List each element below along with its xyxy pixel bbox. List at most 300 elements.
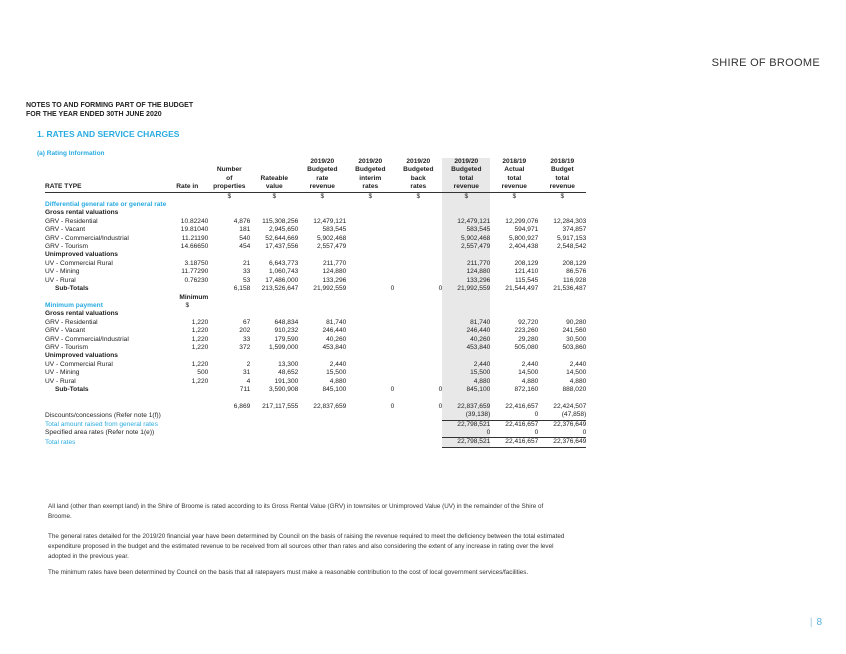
row-value: 2,440 xyxy=(569,360,587,368)
units-row xyxy=(45,192,586,201)
row-heading: Unimproved valuations xyxy=(45,352,118,360)
row-value: 53 xyxy=(242,276,251,284)
column-header: Actual xyxy=(504,166,525,174)
empty-cell xyxy=(394,310,442,318)
row-value: 0 xyxy=(442,429,490,438)
row-value: 583,545 xyxy=(322,226,347,234)
row-value: 6,643,773 xyxy=(268,259,299,267)
row-value xyxy=(394,327,442,335)
row-value: 15,500 xyxy=(326,369,347,377)
row-value: 21,544,497 xyxy=(505,285,539,293)
row-value: 133,296 xyxy=(322,276,347,284)
row-value: 5,800,927 xyxy=(508,234,539,242)
empty-cell xyxy=(442,302,490,310)
empty-cell xyxy=(208,352,250,360)
empty-cell xyxy=(298,310,346,318)
row-value: 191,300 xyxy=(274,377,299,385)
row-value xyxy=(346,319,394,327)
row-value: 0 xyxy=(438,385,443,393)
column-header: 2019/20 xyxy=(442,158,490,166)
empty-cell xyxy=(166,251,208,259)
row-value xyxy=(346,260,394,268)
row-value: 453,840 xyxy=(322,343,347,351)
row-value xyxy=(394,438,442,447)
row-value: 213,526,647 xyxy=(261,285,299,293)
organisation-name: SHIRE OF BROOME xyxy=(711,57,820,69)
row-value: 14.66650 xyxy=(180,243,209,251)
row-label: Sub-Totals xyxy=(55,385,89,393)
row-value: 845,100 xyxy=(322,385,347,393)
empty-cell xyxy=(298,352,346,360)
column-header: Number xyxy=(216,166,242,174)
row-value: 21 xyxy=(242,259,251,267)
column-header xyxy=(166,175,208,183)
empty-cell xyxy=(208,201,250,209)
row-label: GRV - Residential xyxy=(45,217,98,225)
column-header: interim xyxy=(359,174,382,182)
subtotal-row xyxy=(45,386,586,394)
empty-cell xyxy=(166,201,208,209)
row-value xyxy=(208,438,250,447)
row-value xyxy=(208,420,250,429)
row-value xyxy=(346,218,394,226)
row-value: 4,880 xyxy=(329,377,347,385)
row-value: 22,837,659 xyxy=(442,403,490,411)
table-row xyxy=(45,361,586,369)
row-value: 1,220 xyxy=(191,335,209,343)
row-value xyxy=(166,429,208,438)
row-value: 4,880 xyxy=(521,377,539,385)
empty-cell xyxy=(394,251,442,259)
unit-label: $ xyxy=(560,192,565,200)
total-rates-row xyxy=(45,438,586,447)
page-number-text: 8 xyxy=(816,617,822,628)
column-header: revenue xyxy=(538,183,586,192)
header-row xyxy=(45,183,586,192)
empty-cell xyxy=(490,294,538,302)
row-value: 1,220 xyxy=(191,360,209,368)
empty-cell xyxy=(346,251,394,259)
header-row xyxy=(45,175,586,183)
row-label: Total rates xyxy=(45,438,76,446)
empty-cell xyxy=(250,294,298,302)
row-label: UV - Mining xyxy=(45,369,80,377)
row-value xyxy=(394,411,442,420)
row-value: 15,500 xyxy=(442,369,490,377)
row-value xyxy=(346,438,394,447)
row-value: 6,158 xyxy=(233,285,251,293)
column-header: total xyxy=(507,174,522,182)
table-row xyxy=(45,226,586,234)
paragraph-basis: All land (other than exempt land) in the Shire of Broome is rated according to its Gross Rental Value (GRV) in townsites or Unimproved Value (UV) in the remainder of the Shire of Broome. xyxy=(48,503,544,520)
row-value: 4,880 xyxy=(569,377,587,385)
row-label: UV - Rural xyxy=(45,276,76,284)
row-value xyxy=(346,235,394,243)
row-value: 179,590 xyxy=(274,335,299,343)
row-value: 2,440 xyxy=(442,361,490,369)
row-value: 17,486,000 xyxy=(265,276,299,284)
row-value: 2,404,438 xyxy=(508,243,539,251)
row-value: 540 xyxy=(239,234,251,242)
row-value: 0 xyxy=(390,285,395,293)
row-value: 181 xyxy=(239,226,251,234)
row-value xyxy=(166,411,208,420)
empty-cell xyxy=(250,209,298,217)
empty-cell xyxy=(298,251,346,259)
row-value: 0 xyxy=(390,385,395,393)
empty-cell xyxy=(250,201,298,209)
row-value: 2,945,650 xyxy=(268,226,299,234)
row-label: GRV - Vacant xyxy=(45,327,86,335)
row-value: 910,232 xyxy=(274,327,299,335)
row-value: 11.77290 xyxy=(181,268,209,276)
notes-line-1: NOTES TO AND FORMING PART OF THE BUDGET xyxy=(26,102,194,109)
row-value xyxy=(394,429,442,438)
row-value: 1,599,000 xyxy=(268,343,299,351)
row-value xyxy=(298,429,346,438)
total-general-row xyxy=(45,420,586,429)
row-value: 1,220 xyxy=(191,343,209,351)
unit-label: $ xyxy=(442,192,490,201)
column-header: Budgeted xyxy=(307,166,338,174)
row-value xyxy=(394,226,442,234)
empty-cell xyxy=(490,251,538,259)
grand-total-row xyxy=(45,403,586,411)
row-value: 40,260 xyxy=(326,335,347,343)
empty-cell xyxy=(442,352,490,360)
empty-cell xyxy=(538,294,586,302)
empty-cell xyxy=(490,352,538,360)
row-value: 19.81040 xyxy=(180,226,209,234)
specified-row xyxy=(45,429,586,438)
notes-line-2: FOR THE YEAR ENDED 30TH JUNE 2020 xyxy=(26,111,162,118)
row-label xyxy=(45,403,166,411)
unit-label: $ xyxy=(416,192,421,200)
empty-cell xyxy=(346,209,394,217)
unit-label: $ xyxy=(320,192,325,200)
empty-cell xyxy=(394,302,442,310)
row-value: 888,020 xyxy=(562,385,587,393)
empty-cell xyxy=(250,310,298,318)
row-heading: Gross rental valuations xyxy=(45,209,119,217)
empty-cell xyxy=(166,352,208,360)
row-value: 133,296 xyxy=(442,277,490,285)
row-value xyxy=(208,411,250,420)
row-value: 22,416,657 xyxy=(505,402,539,410)
row-value xyxy=(166,386,208,394)
empty-cell xyxy=(442,294,490,302)
row-label: Specified area rates (Refer note 1(e)) xyxy=(45,429,155,437)
row-value xyxy=(346,420,394,429)
empty-cell xyxy=(298,302,346,310)
row-value xyxy=(394,319,442,327)
unit-label: $ xyxy=(272,192,277,200)
row-value: 124,880 xyxy=(442,268,490,276)
row-value xyxy=(346,411,394,420)
column-header: properties xyxy=(208,183,250,192)
column-header: total xyxy=(442,175,490,183)
table-row xyxy=(45,344,586,352)
row-value xyxy=(250,429,298,438)
column-header: 2019/20 xyxy=(406,158,431,165)
row-value: 1,220 xyxy=(191,327,209,335)
row-value: 4 xyxy=(246,377,251,385)
unit-label: $ xyxy=(512,192,517,200)
empty-cell: $ xyxy=(185,301,190,309)
column-header xyxy=(45,166,166,174)
column-header xyxy=(250,158,298,166)
row-heading: Differential general rate or general rate xyxy=(45,201,167,209)
row-value: 246,440 xyxy=(442,327,490,335)
row-value: 10.82240 xyxy=(180,217,209,225)
empty-cell xyxy=(166,209,208,217)
row-value: 22,376,649 xyxy=(538,438,586,447)
row-value: 116,928 xyxy=(562,276,587,284)
row-value: 21,992,559 xyxy=(442,285,490,293)
row-value: 648,834 xyxy=(274,318,299,326)
row-value: 4,876 xyxy=(233,217,251,225)
empty-cell xyxy=(208,294,250,302)
row-value: 17,437,556 xyxy=(265,243,299,251)
row-value: 208,129 xyxy=(562,259,587,267)
row-value xyxy=(394,369,442,377)
row-value: 202 xyxy=(239,327,251,335)
row-label: Sub-Totals xyxy=(55,285,89,293)
row-value xyxy=(346,268,394,276)
subsection-title: (a) Rating Information xyxy=(37,150,105,157)
row-value: 22,416,657 xyxy=(505,420,539,428)
table-row xyxy=(45,235,586,243)
column-header: revenue xyxy=(298,183,346,192)
empty-cell xyxy=(208,310,250,318)
row-value xyxy=(394,260,442,268)
row-label: UV - Rural xyxy=(45,377,76,385)
empty-cell xyxy=(538,201,586,209)
column-header: 2018/19 xyxy=(502,158,527,165)
row-label: UV - Commercial Rural xyxy=(45,259,113,267)
row-value: 81,740 xyxy=(326,318,347,326)
row-heading: Minimum payment xyxy=(45,301,103,309)
row-value: 11.21190 xyxy=(181,234,209,242)
row-value: 211,770 xyxy=(322,259,347,267)
column-header xyxy=(250,166,298,174)
empty-cell xyxy=(538,394,586,402)
empty-cell xyxy=(250,302,298,310)
row-label: UV - Mining xyxy=(45,268,80,276)
empty-cell xyxy=(538,352,586,360)
row-value: 90,280 xyxy=(566,318,587,326)
empty-cell xyxy=(394,201,442,209)
column-header: rate xyxy=(316,174,329,182)
row-value: 374,857 xyxy=(562,226,587,234)
table-row xyxy=(45,260,586,268)
empty-cell xyxy=(490,394,538,402)
table-row xyxy=(45,218,586,226)
row-value: 246,440 xyxy=(322,327,347,335)
row-value xyxy=(346,243,394,251)
row-value: 12,299,076 xyxy=(505,217,539,225)
row-value xyxy=(166,403,208,411)
column-header: Rateable xyxy=(260,174,289,182)
row-value: (39,138) xyxy=(442,411,490,420)
empty-cell xyxy=(442,310,490,318)
table-row xyxy=(45,336,586,344)
row-value: 2,548,542 xyxy=(556,243,587,251)
row-value xyxy=(394,378,442,386)
row-value: 0 xyxy=(490,429,538,438)
minimum-label: Minimum xyxy=(179,293,209,301)
row-value xyxy=(346,226,394,234)
header-row xyxy=(45,158,586,166)
empty-cell xyxy=(298,209,346,217)
empty-cell xyxy=(45,394,166,402)
row-value xyxy=(346,277,394,285)
gross-heading xyxy=(45,209,586,217)
empty-cell xyxy=(298,294,346,302)
row-value: 22,798,521 xyxy=(442,438,490,447)
row-value: 52,644,669 xyxy=(265,234,299,242)
column-header: Budgeted xyxy=(403,166,434,174)
row-label: GRV - Vacant xyxy=(45,226,86,234)
row-value: 14,500 xyxy=(566,369,587,377)
empty-cell xyxy=(442,201,490,209)
row-heading: Unimproved valuations xyxy=(45,251,118,259)
empty-cell xyxy=(538,302,586,310)
row-value: 48,652 xyxy=(278,369,299,377)
column-header xyxy=(166,166,208,174)
row-heading: Gross rental valuations xyxy=(45,310,119,318)
row-value: 453,840 xyxy=(442,344,490,352)
row-label: GRV - Tourism xyxy=(45,243,88,251)
empty-cell xyxy=(346,302,394,310)
empty-cell xyxy=(250,352,298,360)
row-value xyxy=(346,429,394,438)
empty-cell xyxy=(490,310,538,318)
empty-cell xyxy=(538,251,586,259)
column-header: Budget xyxy=(550,166,574,174)
row-value: 208,129 xyxy=(514,259,539,267)
row-value xyxy=(298,411,346,420)
empty-cell xyxy=(490,201,538,209)
row-value xyxy=(346,378,394,386)
row-value: 0 xyxy=(438,285,443,293)
row-value: 583,545 xyxy=(442,226,490,234)
row-value: 2,440 xyxy=(521,360,539,368)
row-value: 22,837,659 xyxy=(313,402,347,410)
column-header: total xyxy=(555,174,570,182)
row-value: 31 xyxy=(242,369,251,377)
row-value: 12,284,303 xyxy=(553,217,587,225)
empty-cell xyxy=(45,192,166,201)
row-value: 845,100 xyxy=(442,386,490,394)
column-header: value xyxy=(250,183,298,192)
empty-cell xyxy=(166,310,208,318)
unit-label: $ xyxy=(368,192,373,200)
row-value: 0 xyxy=(390,402,395,410)
paragraph-general-rates: The general rates detailed for the 2019/20 financial year have been determined by Council on the basis of raising the revenue required to meet the deficiency between the total estimated expenditure proposed in the budget and the estimated revenue to be received from all sources other than rates and also considering the extent of any increase in rating over the level adopted in the previous year. xyxy=(48,533,565,560)
empty-cell xyxy=(346,201,394,209)
empty-cell xyxy=(490,302,538,310)
row-value xyxy=(394,235,442,243)
row-value: 0 xyxy=(490,411,538,420)
page-bar: | xyxy=(809,617,813,628)
unimproved-heading xyxy=(45,352,586,360)
row-value xyxy=(394,243,442,251)
row-value: 1,220 xyxy=(191,377,209,385)
column-header: 2018/19 xyxy=(550,158,575,165)
row-value xyxy=(346,361,394,369)
row-value: 594,971 xyxy=(514,226,539,234)
row-value: 2,557,479 xyxy=(316,243,347,251)
row-label: UV - Commercial Rural xyxy=(45,360,113,368)
paragraph-minimum-rates: The minimum rates have been determined by Council on the basis that all ratepayers must make a reasonable contribution to the cost of local government services/facilities. xyxy=(48,569,529,576)
row-value: 22,798,521 xyxy=(442,420,490,429)
column-header: 2019/20 xyxy=(310,158,335,165)
table-row xyxy=(45,319,586,327)
empty-cell xyxy=(250,394,298,402)
row-value xyxy=(394,268,442,276)
empty-cell xyxy=(298,394,346,402)
empty-cell xyxy=(394,294,442,302)
empty-cell xyxy=(208,394,250,402)
row-value: 115,545 xyxy=(514,276,539,284)
empty-cell xyxy=(45,294,166,302)
row-value: 29,280 xyxy=(518,335,539,343)
row-value: 211,770 xyxy=(442,260,490,268)
differential-heading xyxy=(45,201,586,209)
empty-cell xyxy=(394,209,442,217)
spacer-row xyxy=(45,394,586,402)
page-number xyxy=(810,617,822,628)
row-value xyxy=(250,438,298,447)
rating-table xyxy=(45,158,586,448)
unit-label: $ xyxy=(227,192,232,200)
row-value: 2 xyxy=(246,360,251,368)
empty-cell xyxy=(208,209,250,217)
table-row xyxy=(45,268,586,276)
row-value: 0 xyxy=(438,402,443,410)
row-value xyxy=(346,336,394,344)
row-value: 5,917,153 xyxy=(556,234,587,242)
row-value: 2,440 xyxy=(329,360,347,368)
row-value: 372 xyxy=(239,343,251,351)
row-value: 2,557,479 xyxy=(442,243,490,251)
row-value: 505,080 xyxy=(514,343,539,351)
row-value: 12,479,121 xyxy=(313,217,347,225)
row-value: 1,220 xyxy=(191,318,209,326)
row-value xyxy=(394,344,442,352)
row-value xyxy=(346,327,394,335)
empty-cell xyxy=(166,394,208,402)
row-value: 6,869 xyxy=(233,402,251,410)
row-value: 5,902,468 xyxy=(442,235,490,243)
row-value: 81,740 xyxy=(442,319,490,327)
column-header xyxy=(45,175,166,183)
row-value: 0.76230 xyxy=(184,276,209,284)
row-value xyxy=(346,369,394,377)
empty-cell xyxy=(208,302,250,310)
row-value: 217,117,555 xyxy=(262,402,299,410)
column-header: rates xyxy=(346,183,394,192)
empty-cell xyxy=(394,352,442,360)
row-value xyxy=(166,420,208,429)
empty-cell xyxy=(442,209,490,217)
column-header xyxy=(166,158,208,166)
empty-cell xyxy=(442,394,490,402)
notes-heading xyxy=(26,101,193,119)
row-value: 21,536,487 xyxy=(553,285,587,293)
row-value: 12,479,121 xyxy=(442,218,490,226)
